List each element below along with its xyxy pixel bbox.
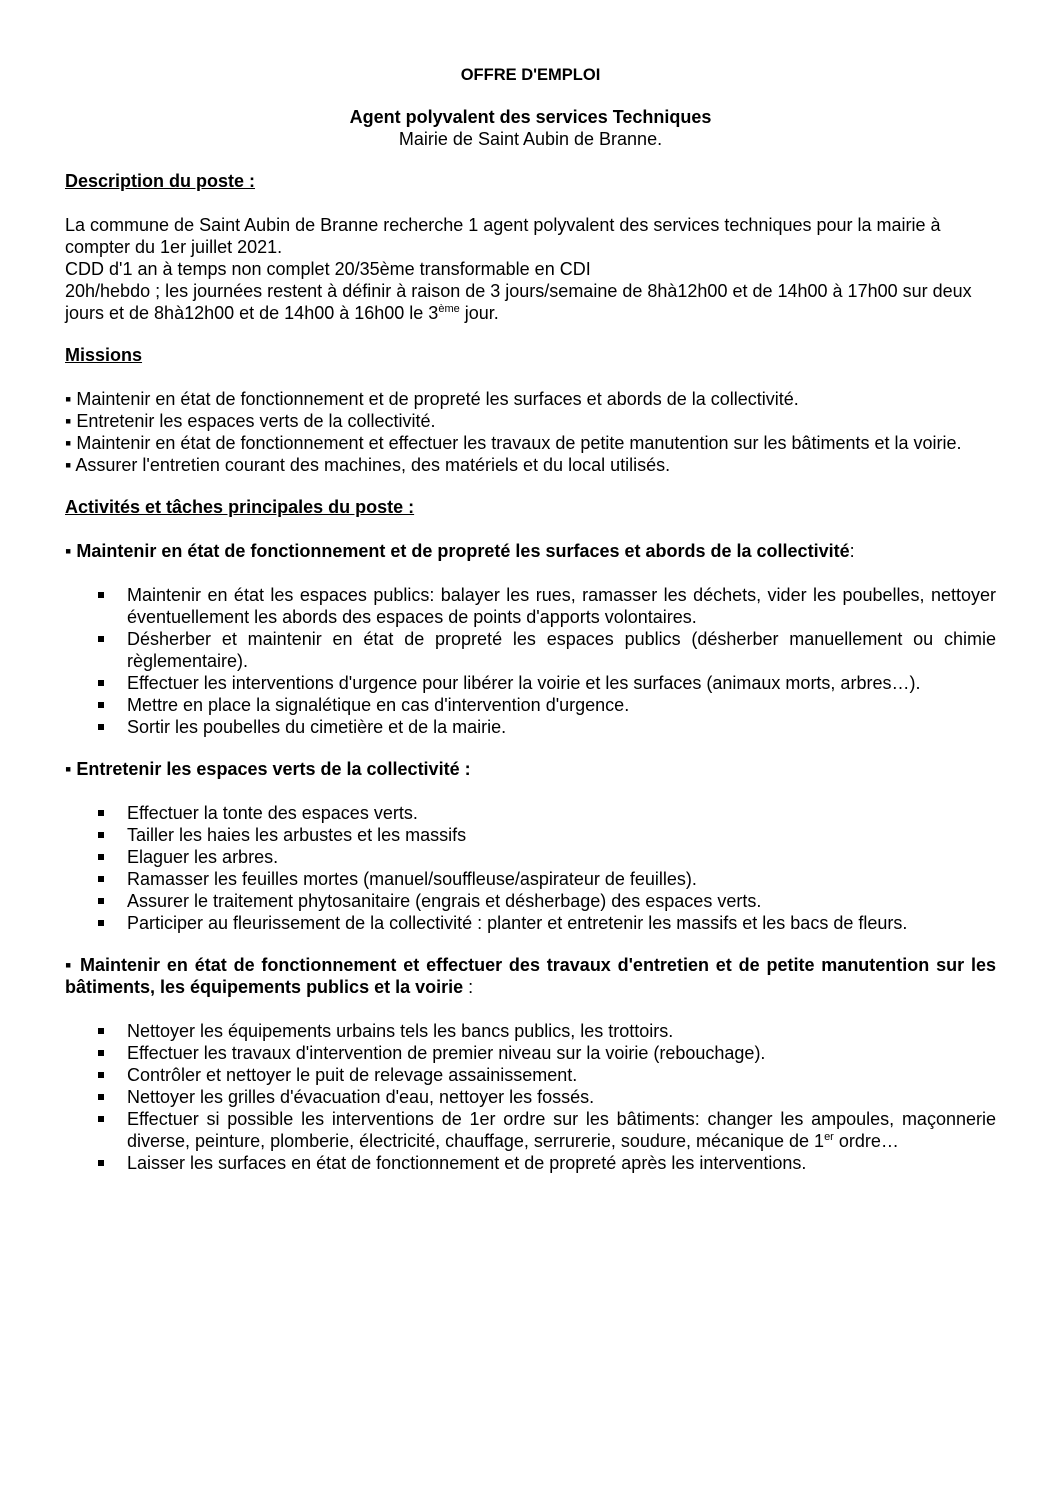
square-bullet-icon [98, 1116, 104, 1122]
list-item [65, 912, 996, 934]
list-item-text: Effectuer les travaux d'intervention de premier niveau sur la voirie (rebouchage). [127, 1043, 766, 1063]
list-item-text: Sortir les poubelles du cimetière et de la mairie. [127, 717, 507, 737]
description-heading: Description du poste : [65, 171, 256, 191]
list-item [65, 1042, 996, 1064]
list-item [65, 672, 996, 694]
list-item [65, 824, 996, 846]
square-bullet-icon [98, 1160, 104, 1166]
square-bullet-icon [98, 680, 104, 686]
list-item-text: Mettre en place la signalétique en cas d'intervention d'urgence. [127, 695, 630, 715]
list-item [65, 1086, 996, 1108]
square-bullet-icon [98, 1094, 104, 1100]
list-item [65, 1152, 996, 1174]
description-line-3 [65, 280, 996, 324]
square-bullet-icon [98, 1028, 104, 1034]
section-3-list [65, 1020, 996, 1174]
list-item-text: Maintenir en état les espaces publics: balayer les rues, ramasser les déchets, vider les poubelles, nettoyer éventuellement les abords des espaces de points d'apports volontaires. [127, 585, 996, 627]
mission-item: ▪ Maintenir en état de fonctionnement et de propreté les surfaces et abords de la collectivité. [65, 389, 799, 409]
square-bullet-icon [98, 1072, 104, 1078]
section-1-title [65, 540, 996, 562]
section-1-list [65, 584, 996, 738]
list-item-text: Désherber et maintenir en état de propreté les espaces publics (désherber manuellement ou chimie règlementaire). [127, 629, 996, 671]
section-1-title-text: ▪ Maintenir en état de fonctionnement et de propreté les surfaces et abords de la collectivité [65, 541, 850, 561]
list-item [65, 846, 996, 868]
list-item [65, 694, 996, 716]
list-item [65, 890, 996, 912]
list-item [65, 716, 996, 738]
description-line-1: La commune de Saint Aubin de Branne recherche 1 agent polyvalent des services techniques pour la mairie à compter du 1er juillet 2021. [65, 215, 941, 257]
list-item-text: Elaguer les arbres. [127, 847, 279, 867]
description-line-2: CDD d'1 an à temps non complet 20/35ème transformable en CDI [65, 259, 591, 279]
mission-item: ▪ Entretenir les espaces verts de la collectivité. [65, 411, 436, 431]
square-bullet-icon [98, 876, 104, 882]
section-2-list [65, 802, 996, 934]
description-line-3-sup: ème [438, 303, 460, 315]
list-item-text: Nettoyer les grilles d'évacuation d'eau, nettoyer les fossés. [127, 1087, 595, 1107]
list-item-text: Effectuer les interventions d'urgence pour libérer la voirie et les surfaces (animaux morts, arbres…). [127, 673, 921, 693]
list-item-text: Nettoyer les équipements urbains tels les bancs publics, les trottoirs. [127, 1021, 674, 1041]
section-3-title-suffix: : [463, 977, 474, 997]
document-title: OFFRE D'EMPLOI [460, 66, 601, 84]
square-bullet-icon [98, 898, 104, 904]
list-item [65, 868, 996, 890]
mission-item: ▪ Maintenir en état de fonctionnement et effectuer les travaux de petite manutention sur les bâtiments et la voirie. [65, 433, 962, 453]
list-item-text: Assurer le traitement phytosanitaire (engrais et désherbage) des espaces verts. [127, 891, 762, 911]
list-item [65, 584, 996, 628]
square-bullet-icon [98, 810, 104, 816]
section-2-title: ▪ Entretenir les espaces verts de la collectivité : [65, 759, 471, 779]
square-bullet-icon [98, 832, 104, 838]
list-item [65, 1020, 996, 1042]
list-item-text: Contrôler et nettoyer le puit de relevage assainissement. [127, 1065, 578, 1085]
mission-item: ▪ Assurer l'entretien courant des machines, des matériels et du local utilisés. [65, 455, 671, 475]
list-item-text: Laisser les surfaces en état de fonctionnement et de propreté après les interventions. [127, 1153, 807, 1173]
section-1-title-suffix: : [849, 541, 855, 561]
square-bullet-icon [98, 636, 104, 642]
list-item [65, 802, 996, 824]
list-item-text: Effectuer la tonte des espaces verts. [127, 803, 418, 823]
square-bullet-icon [98, 854, 104, 860]
activities-heading: Activités et tâches principales du poste : [65, 497, 415, 517]
list-item [65, 1064, 996, 1086]
list-item-text: Effectuer si possible les interventions de 1er ordre sur les bâtiments: changer les ampoules, maçonnerie diverse, peinture, plomberie, électricité, chauffage, serrurerie, soudure, mécanique de 1 [127, 1109, 996, 1151]
section-3-title [65, 954, 996, 998]
list-item [65, 628, 996, 672]
square-bullet-icon [98, 724, 104, 730]
square-bullet-icon [98, 920, 104, 926]
square-bullet-icon [98, 1050, 104, 1056]
list-item-text: Participer au fleurissement de la collectivité : planter et entretenir les massifs et les bacs de fleurs. [127, 913, 908, 933]
description-line-3-end: jour. [459, 303, 499, 323]
missions-heading: Missions [65, 345, 143, 365]
list-item-text: Tailler les haies les arbustes et les massifs [127, 825, 467, 845]
employer-name: Mairie de Saint Aubin de Branne. [398, 129, 663, 149]
description-line-3-text: 20h/hebdo ; les journées restent à définir à raison de 3 jours/semaine de 8hà12h00 et de 14h00 à 17h00 sur deux jours et de 8hà12h00 et de 14h00 à 16h00 le 3 [65, 281, 972, 323]
position-title: Agent polyvalent des services Techniques [349, 107, 712, 127]
square-bullet-icon [98, 592, 104, 598]
square-bullet-icon [98, 702, 104, 708]
list-item-text: Ramasser les feuilles mortes (manuel/souffleuse/aspirateur de feuilles). [127, 869, 697, 889]
list-item-sup: er [824, 1131, 834, 1143]
list-item-text-end: ordre… [833, 1131, 899, 1151]
section-3-title-text: ▪ Maintenir en état de fonctionnement et effectuer des travaux d'entretien et de petite manutention sur les bâtiments, les équipements publics et la voirie [65, 955, 996, 997]
list-item [65, 1108, 996, 1152]
